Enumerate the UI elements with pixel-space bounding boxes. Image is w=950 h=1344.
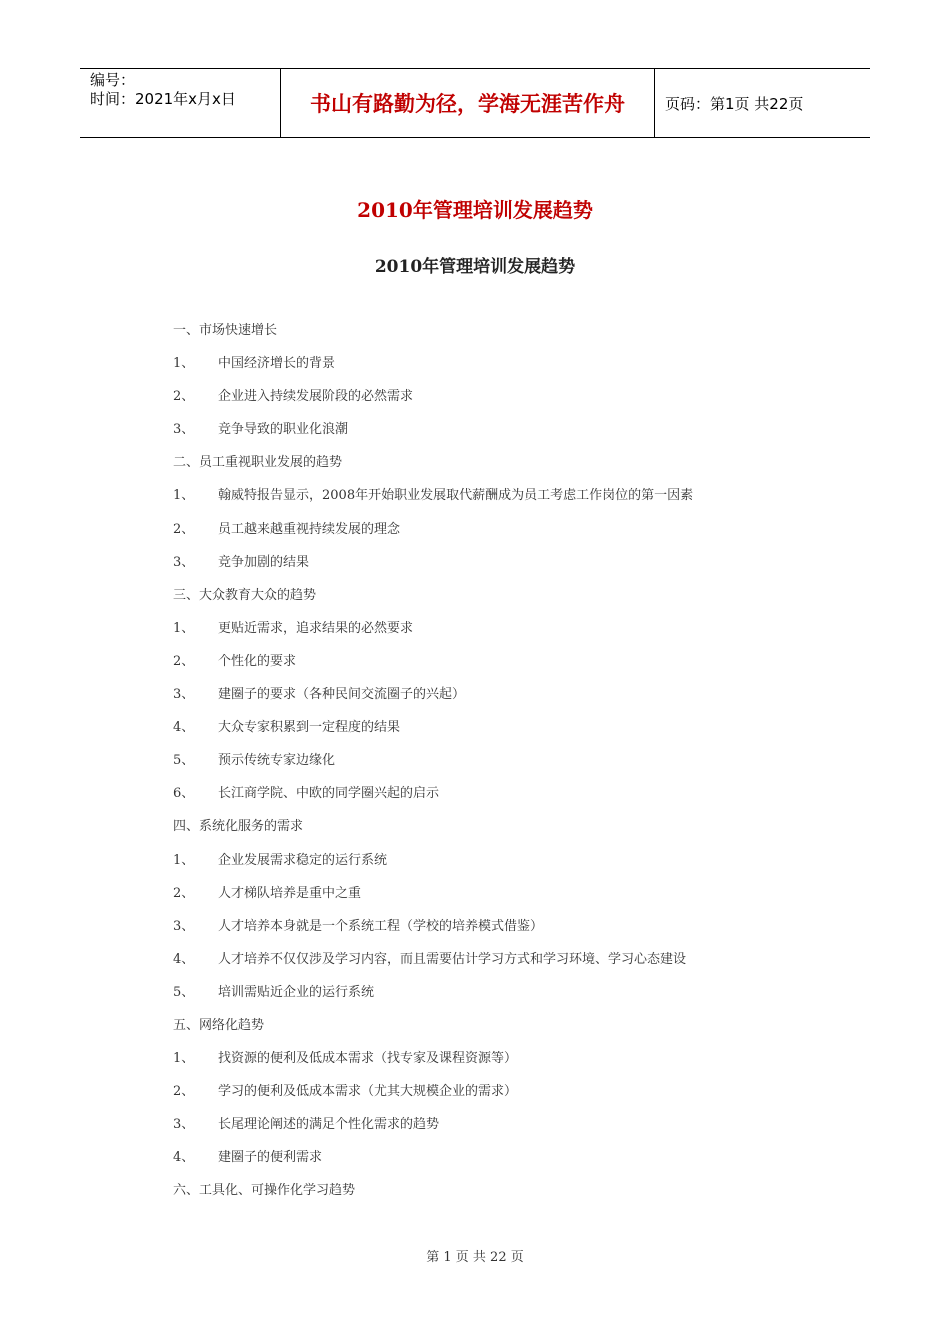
list-item bbox=[173, 850, 873, 883]
list-item bbox=[173, 1048, 873, 1081]
list-item-text: 人才培养本身就是一个系统工程（学校的培养模式借鉴） bbox=[218, 918, 544, 934]
list-item bbox=[173, 519, 873, 552]
list-item-number: 1、 bbox=[173, 356, 195, 372]
list-item-text: 学习的便利及低成本需求（尤其大规模企业的需求） bbox=[218, 1084, 518, 1100]
list-item bbox=[173, 982, 873, 1015]
list-item-number: 1、 bbox=[173, 852, 195, 868]
list-item bbox=[173, 386, 873, 419]
list-item bbox=[173, 585, 873, 618]
list-item bbox=[173, 816, 873, 849]
list-item bbox=[173, 916, 873, 949]
document-header bbox=[80, 68, 870, 138]
list-item-number: 6、 bbox=[173, 786, 195, 802]
list-item bbox=[173, 1114, 873, 1147]
header-meta bbox=[80, 69, 281, 137]
list-item-text: 竞争加剧的结果 bbox=[218, 554, 310, 570]
list-item bbox=[173, 684, 873, 717]
list-item-number: 4、 bbox=[173, 720, 195, 736]
list-item-number: 3、 bbox=[173, 554, 195, 570]
list-item bbox=[173, 1180, 873, 1213]
list-item-text: 翰威特报告显示，2008年开始职业发展取代薪酬成为员工考虑工作岗位的第一因素 bbox=[218, 488, 694, 504]
list-item bbox=[173, 1147, 873, 1180]
code-label: 编号： bbox=[90, 71, 136, 89]
list-item bbox=[173, 717, 873, 750]
list-item-number: 4、 bbox=[173, 1150, 195, 1166]
list-item-text: 企业进入持续发展阶段的必然需求 bbox=[218, 389, 414, 405]
list-item-text: 个性化的要求 bbox=[218, 653, 297, 669]
list-item-number: 3、 bbox=[173, 1117, 195, 1133]
list-item bbox=[173, 949, 873, 982]
document-subtitle: 2010年管理培训发展趋势 bbox=[374, 257, 576, 277]
list-item-number: 5、 bbox=[173, 753, 195, 769]
list-item bbox=[173, 618, 873, 651]
list-item-number: 1、 bbox=[173, 1051, 195, 1067]
list-item-text: 一、市场快速增长 bbox=[173, 323, 278, 338]
document-title: 2010年管理培训发展趋势 bbox=[357, 198, 593, 222]
list-item-text: 三、大众教育大众的趋势 bbox=[173, 587, 317, 603]
list-item-text: 建圈子的便利需求 bbox=[218, 1150, 323, 1166]
list-item bbox=[173, 485, 873, 518]
header-motto: 书山有路勤为径，学海无涯苦作舟 bbox=[281, 69, 655, 137]
list-item bbox=[173, 1015, 873, 1048]
date-label: 时间：2021年x月x日 bbox=[90, 90, 236, 108]
list-item-text: 人才梯队培养是重中之重 bbox=[218, 885, 362, 901]
list-item-text: 长江商学院、中欧的同学圈兴起的启示 bbox=[218, 786, 440, 802]
list-item-number: 2、 bbox=[173, 653, 195, 669]
list-item bbox=[173, 750, 873, 783]
list-item-text: 预示传统专家边缘化 bbox=[218, 753, 336, 769]
list-item-number: 4、 bbox=[173, 951, 195, 967]
list-item-text: 竞争导致的职业化浪潮 bbox=[218, 422, 349, 438]
document-body bbox=[173, 320, 873, 1214]
list-item bbox=[173, 452, 873, 485]
list-item-number: 2、 bbox=[173, 521, 195, 537]
list-item bbox=[173, 1081, 873, 1114]
header-page-info: 页码：第1页 共22页 bbox=[665, 94, 804, 113]
list-item-text: 员工越来越重视持续发展的理念 bbox=[218, 521, 401, 537]
list-item bbox=[173, 419, 873, 452]
list-item-number: 3、 bbox=[173, 422, 195, 438]
list-item-text: 企业发展需求稳定的运行系统 bbox=[218, 852, 388, 868]
list-item-number: 1、 bbox=[173, 620, 195, 636]
list-item-number: 2、 bbox=[173, 885, 195, 901]
list-item-number: 2、 bbox=[173, 1084, 195, 1100]
list-item-text: 培训需贴近企业的运行系统 bbox=[218, 984, 375, 1000]
list-item-text: 二、员工重视职业发展的趋势 bbox=[173, 455, 343, 471]
list-item-number: 5、 bbox=[173, 984, 195, 1000]
list-item-text: 六、工具化、可操作化学习趋势 bbox=[173, 1183, 356, 1199]
list-item-number: 1、 bbox=[173, 488, 195, 504]
list-item-text: 建圈子的要求（各种民间交流圈子的兴起） bbox=[218, 687, 466, 703]
list-item bbox=[173, 552, 873, 585]
list-item bbox=[173, 783, 873, 816]
list-item-text: 人才培养不仅仅涉及学习内容，而且需要估计学习方式和学习环境、学习心态建设 bbox=[218, 951, 687, 967]
list-item bbox=[173, 320, 873, 353]
list-item-number: 3、 bbox=[173, 918, 195, 934]
list-item-text: 四、系统化服务的需求 bbox=[173, 819, 304, 835]
list-item-text: 长尾理论阐述的满足个性化需求的趋势 bbox=[218, 1117, 440, 1133]
page-footer: 第 1 页 共 22 页 bbox=[426, 1250, 524, 1265]
list-item bbox=[173, 651, 873, 684]
list-item bbox=[173, 353, 873, 386]
list-item-text: 大众专家积累到一定程度的结果 bbox=[218, 720, 401, 736]
list-item bbox=[173, 883, 873, 916]
list-item-text: 中国经济增长的背景 bbox=[218, 356, 336, 372]
list-item-text: 五、网络化趋势 bbox=[173, 1017, 265, 1033]
list-item-number: 3、 bbox=[173, 687, 195, 703]
list-item-number: 2、 bbox=[173, 389, 195, 405]
list-item-text: 找资源的便利及低成本需求（找专家及课程资源等） bbox=[218, 1051, 518, 1067]
list-item-text: 更贴近需求，追求结果的必然要求 bbox=[218, 620, 414, 636]
